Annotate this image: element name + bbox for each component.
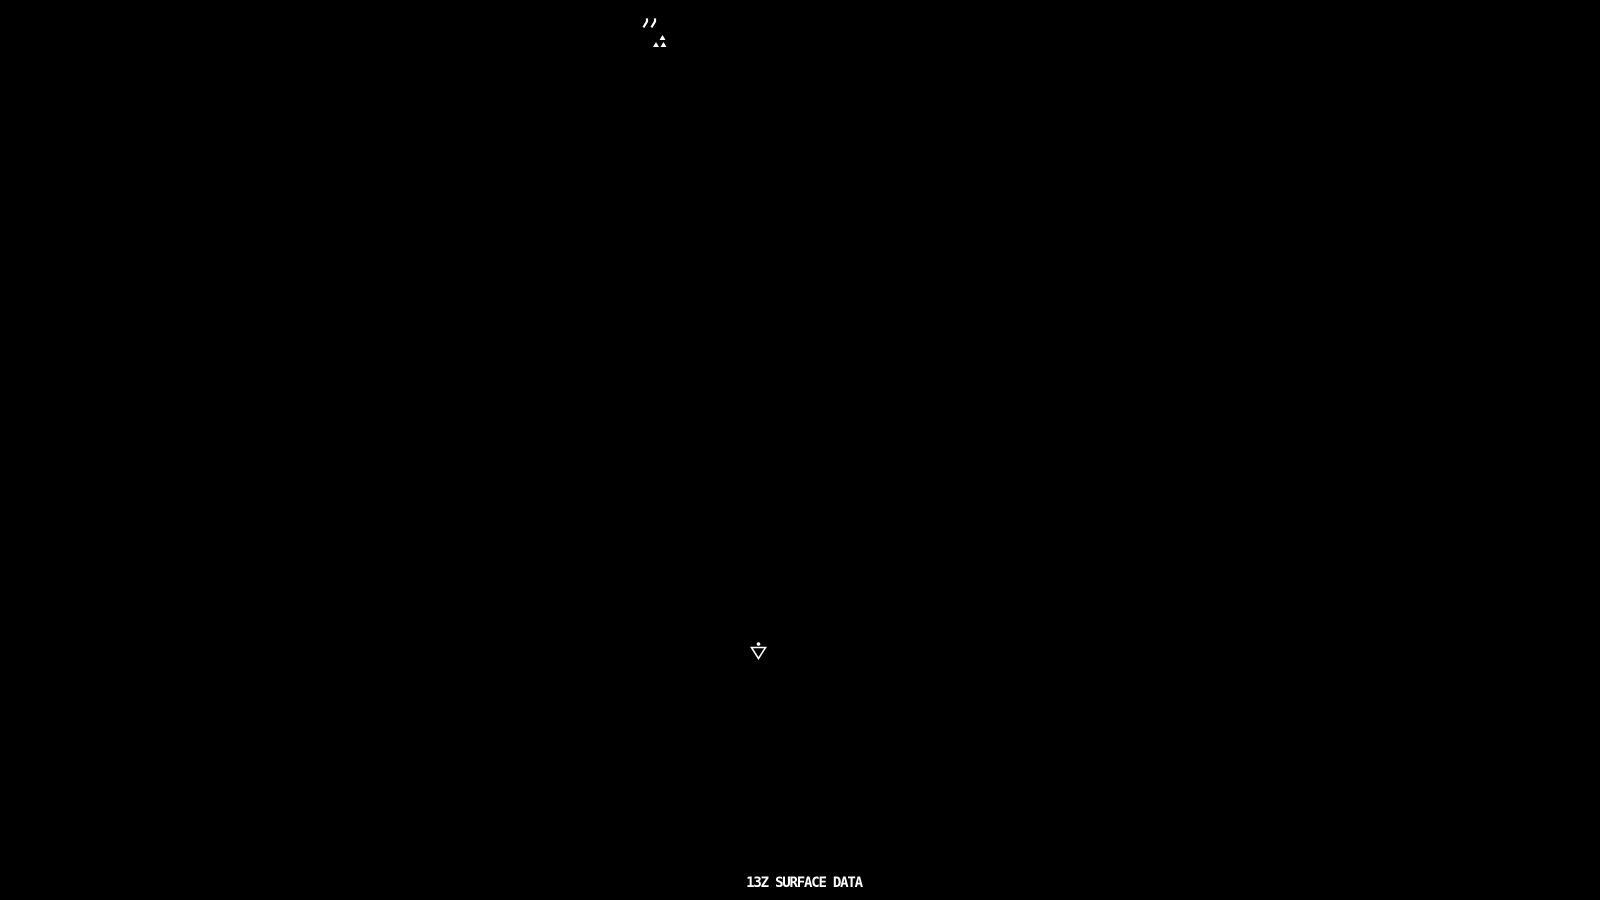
drizzle-icon bbox=[641, 17, 659, 31]
ice-pellets-icon bbox=[652, 33, 669, 48]
rain-shower-icon bbox=[750, 641, 768, 660]
map-title: 13Z SURFACE DATA bbox=[746, 875, 862, 891]
